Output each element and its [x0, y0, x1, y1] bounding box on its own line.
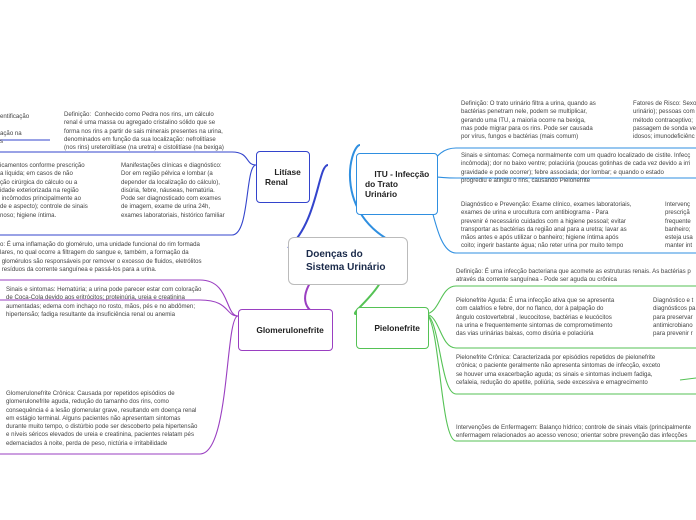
branch-pielonefrite[interactable] [356, 307, 429, 349]
note-litiase-left-top: entificação ação na s [0, 113, 30, 145]
note-pielo-intervencoes: Intervenções de Enfermagem: Balanço hídrico; controle de sinais vitais (principalmente enfermagem relacionados ao acesso venoso; orientar sobre prevenção das infecções [456, 424, 692, 440]
note-pielo-cronica: Pielonefrite Crônica: Caracterizada por episódios repetidos de pielonefrite crônica; o paciente geralmente não apresenta sintomas de infecção, exceto se houver uma exacerbação aguda; os sinais e sintomas incluem fadiga, cefaleia, redução do apetite, poliúria, sede excessiva e emagrecimento [456, 354, 661, 386]
branch-glomerulonefrite[interactable] [238, 309, 333, 351]
note-itu-sinais: Sinais e sintomas: Começa normalmente com um quadro localizado de cistite. Infecç incômoda); dor no baixo ventre; polaciúria (poucas gotinhas de cada vez devido a irri gravidade e pode ocorrer); febre associada; dor lombar; e quando o estado progrediu e atingiu o rins, causando Pielonefrite [461, 152, 691, 184]
central-topic[interactable] [288, 237, 408, 285]
note-itu-fatores: Fatores de Risco: Sexo urinário); pessoas com método contraceptivo; passagem de sonda ve idosos; imunodeficiênc [633, 100, 696, 141]
note-glomerulo-sinais: Sinais e sintomas: Hematúria; a urina pode parecer estar com coloração de Coca-Cola devido aos eritrócitos; proteinúria, ureia e creatinina aumentadas; edema com inchaço no rosto, mãos, pés e no abdômen; hipertensão; fadiga resultante da insuficiência renal ou anemia [6, 286, 202, 318]
branch-litiase-renal[interactable] [256, 151, 310, 203]
branch-itu-label: ITU - Infecção do Trato Urinário [365, 169, 430, 199]
note-glomerulo-definicao: o: É uma inflamação do glomérulo, uma unidade funcional do rim formada lares, no qual ocorre a filtragem do sangue e, também, a formação da glomérulos são responsáveis por remover o excesso de fluidos, eletrólitos resíduos da corrente sanguínea e passá-los para a urina. [0, 241, 202, 273]
note-glomerulo-cronica: Glomerulonefrite Crônica: Causada por repetidos episódios de glomerulonefrite aguda, redução do tamanho dos rins, como consequência é a lesão glomerular grave, resultando em doença renal em estágio terminal. Alguns pacientes não apresentam sintomas durante muito tempo, o distúrbio pode ser descoberto pela hipertensão e níveis séricos elevados de ureia e creatinina, pacientes relatam pés edemaciados à noite, perda de peso, nictúria e irritabilidade [6, 390, 198, 447]
note-pielo-diagnostico: Diagnóstico e t diagnósticos pa para preservar antimicrobiano para prevenir r [653, 297, 696, 338]
note-itu-diagnostico: Diagnóstico e Prevenção: Exame clínico, exames laboratoriais, exames de urina e urocultura com antibiograma - Para prevenir é necessário cuidados com a higiene pessoal; evitar transportar as bactérias da região anal para a uretra; lavar as mãos antes e após utilizar o banheiro; higiene íntima após coito; ingerir bastante água; não reter urina por muito tempo [461, 201, 632, 250]
note-litiase-definicao: Definição: Conhecido como Pedra nos rins, um cálculo renal é uma massa ou agregado cristalino sólido que se forma nos rins a partir de sais minerais presentes na urina, denominados em função da sua localização: nefrolitíase (nos rins) ureterolitíase (na uretra) e cistolitíase (na bexiga) [64, 111, 224, 152]
branch-glomerulonefrite-label: Glomerulonefrite [256, 325, 324, 335]
note-itu-intervencoes: Intervenç prescriçã frequente banheiro; esteja usa manter int [665, 201, 693, 250]
branch-pielonefrite-label: Pielonefrite [374, 323, 420, 333]
note-litiase-intervencoes: icamentos conforme prescrição a líquida; em casos de não ção cirúrgica do cálculo ou a idade exteriorizada na região incômodos principalmente ao de e aspecto); controle de sinais noso; higiene íntima. [0, 162, 88, 219]
central-topic-title: Doenças do Sistema Urinário [306, 249, 386, 273]
branch-itu[interactable] [356, 153, 438, 215]
branch-litiase-renal-label: Litíase Renal [265, 167, 301, 187]
note-litiase-manifestacoes: Manifestações clínicas e diagnóstico: Dor em região pélvica e lombar (a depender da localização do cálculo), disúria, febre, náuseas, hematúria. Pode ser diagnosticado com exames de imagem, exame de urina 24h, exames laboratoriais, histórico familiar [121, 162, 225, 219]
note-itu-definicao: Definição: O trato urinário filtra a urina, quando as bactérias penetram nele, podem se multiplicar, gerando uma ITU, a maioria ocorre na bexiga, mas pode migrar para os rins. Pode ser causada por vírus, fungos e bactérias (mais comum) [461, 100, 596, 141]
note-pielo-aguda: Pielonefrite Aguda: É uma infecção ativa que se apresenta com calafrios e febre, dor no flanco, dor à palpação do ângulo costovertebral , leucocitose, bactérias e leucócitos na urina e frequentemente sintomas de comprometimento das vias urinárias baixas, como disúria e polaciúria [456, 297, 615, 338]
note-pielo-definicao: Definição: É uma infecção bacteriana que acomete as estruturas renais. As bactérias p através da corrente sanguínea - Pode ser aguda ou crônica [456, 268, 691, 284]
